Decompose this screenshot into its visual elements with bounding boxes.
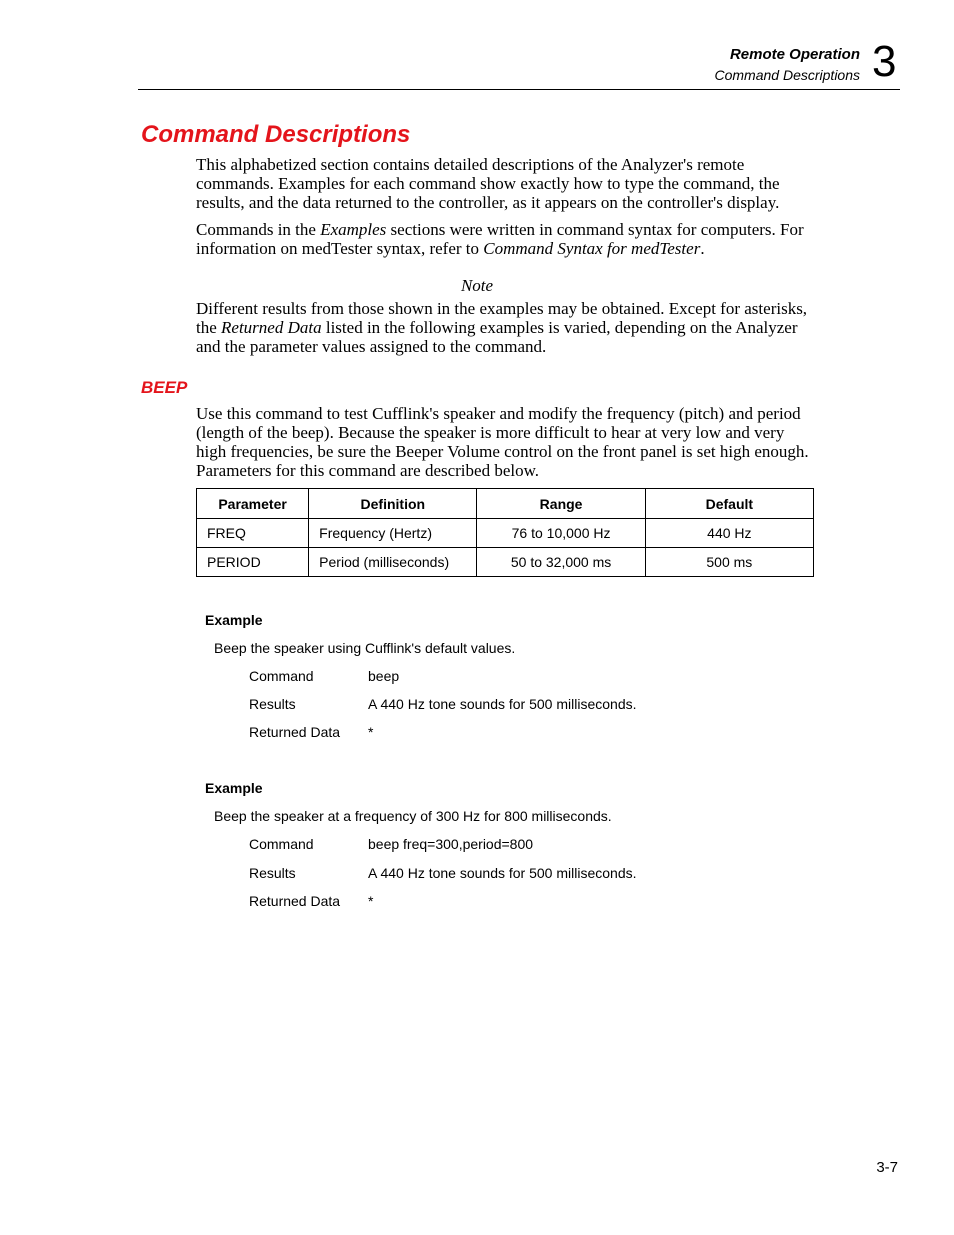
note-text — [196, 299, 818, 356]
table-cell: 440 Hz — [645, 519, 813, 548]
intro-paragraph: This alphabetized section contains detailed descriptions of the Analyzer's remote commands. Examples for each command show exactly how to type the command, the results, and the data returned to the controller, as it appears on the controller's display. — [196, 155, 780, 212]
returned-data-value: * — [368, 893, 374, 909]
text-run: Different results from those shown in the examples may be obtained. Except for asterisks, the — [196, 299, 808, 337]
table-cell: 500 ms — [645, 548, 813, 577]
table-row — [197, 519, 814, 548]
table-cell: 76 to 10,000 Hz — [477, 519, 645, 548]
example-intro: Beep the speaker at a frequency of 300 Hz for 800 milliseconds. — [214, 808, 612, 824]
parameter-table — [196, 488, 814, 577]
italic-run: Examples — [320, 220, 387, 239]
text-run: Commands in the — [196, 220, 321, 239]
returned-data-label: Returned Data — [249, 724, 341, 740]
column-header: Definition — [309, 489, 477, 519]
table-header-row — [197, 489, 814, 519]
page-title: Command Descriptions — [141, 121, 411, 148]
header-section-title: Remote Operation — [729, 46, 860, 63]
example-label: Example — [205, 612, 263, 628]
command-label: Command — [249, 668, 314, 684]
results-value: A 440 Hz tone sounds for 500 milliseconds. — [368, 696, 637, 712]
intro-paragraph-2 — [196, 220, 818, 258]
column-header: Range — [477, 489, 645, 519]
example-label: Example — [205, 780, 263, 796]
header-subsection: Command Descriptions — [714, 67, 860, 83]
table-cell: FREQ — [197, 519, 309, 548]
returned-data-value: * — [368, 724, 374, 740]
text-run: . — [700, 239, 705, 258]
table-cell: Period (milliseconds) — [309, 548, 477, 577]
italic-run: Returned Data — [221, 318, 322, 337]
table-cell: 50 to 32,000 ms — [477, 548, 645, 577]
table-cell: PERIOD — [197, 548, 309, 577]
command-value: beep — [368, 668, 400, 684]
results-label: Results — [249, 865, 296, 881]
command-value: beep freq=300,period=800 — [368, 836, 534, 852]
example-intro: Beep the speaker using Cufflink's default values. — [214, 640, 516, 656]
text-run: sections were written in command syntax for computers. For information on medTester syntax, refer to — [196, 220, 804, 258]
returned-data-label: Returned Data — [249, 893, 341, 909]
chapter-number: 3 — [872, 37, 897, 86]
text-run: listed in the following examples is varied, depending on the Analyzer and the parameter values assigned to the command. — [196, 318, 798, 356]
column-header: Parameter — [197, 489, 309, 519]
results-label: Results — [249, 696, 296, 712]
header-rule — [138, 89, 900, 90]
beep-description: Use this command to test Cufflink's speaker and modify the frequency (pitch) and period (length of the beep). Because the speaker is more difficult to hear at very low and very high frequencies, be sure the Beeper Volume control on the front panel is set high enough. Parameters for this command are described below. — [196, 404, 809, 480]
table-cell: Frequency (Hertz) — [309, 519, 477, 548]
results-value: A 440 Hz tone sounds for 500 milliseconds. — [368, 865, 637, 881]
command-label: Command — [249, 836, 314, 852]
page-number: 3-7 — [876, 1159, 898, 1176]
table-row — [197, 548, 814, 577]
beep-heading: BEEP — [141, 378, 188, 397]
column-header: Default — [645, 489, 813, 519]
cross-reference: Command Syntax for medTester — [483, 239, 701, 258]
note-label: Note — [460, 276, 494, 295]
